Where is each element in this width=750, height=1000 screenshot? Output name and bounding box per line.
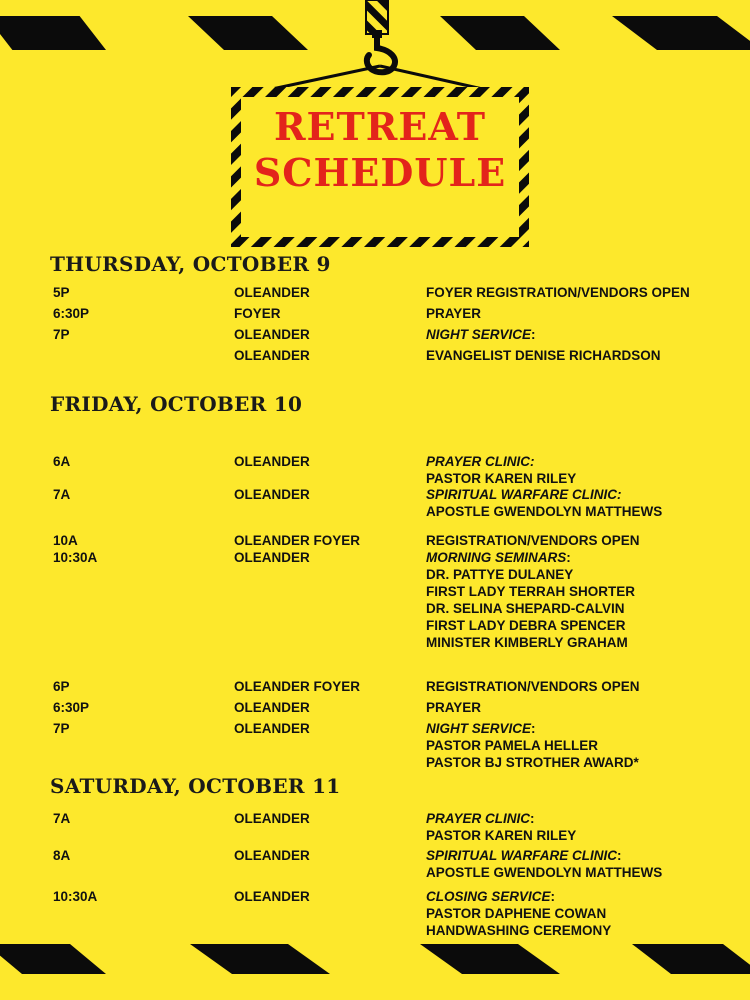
event-line: APOSTLE GWENDOLYN MATTHEWS (426, 865, 663, 880)
sign-title-line-1: RETREAT (273, 104, 487, 149)
caution-stripe-bottom-4 (632, 944, 750, 974)
schedule-event (426, 847, 746, 881)
event-line: NIGHT SERVICE: (426, 721, 536, 736)
event-line: PRAYER (426, 700, 482, 715)
event-line: PASTOR DAPHENE COWAN (426, 906, 607, 921)
schedule-time: 7A (53, 487, 71, 502)
schedule-location: OLEANDER (234, 889, 310, 904)
schedule-event (426, 888, 746, 939)
schedule-location: OLEANDER FOYER (234, 533, 361, 548)
schedule-event (426, 549, 746, 651)
caution-stripe-bottom-1 (0, 944, 106, 974)
event-line: FIRST LADY TERRAH SHORTER (426, 584, 636, 599)
schedule-event (426, 284, 746, 301)
schedule-event (426, 453, 746, 487)
schedule-time: 10:30A (53, 889, 98, 904)
event-line: PASTOR PAMELA HELLER (426, 738, 599, 753)
schedule-location: OLEANDER (234, 327, 310, 342)
event-line: REGISTRATION/VENDORS OPEN (426, 679, 640, 694)
schedule-time: 6:30P (53, 306, 90, 321)
event-line: EVANGELIST DENISE RICHARDSON (426, 348, 661, 363)
schedule-location: OLEANDER (234, 811, 310, 826)
event-line: FIRST LADY DEBRA SPENCER (426, 618, 626, 633)
event-line: APOSTLE GWENDOLYN MATTHEWS (426, 504, 663, 519)
schedule-time: 10:30A (53, 550, 98, 565)
schedule-event (426, 720, 746, 771)
schedule-event (426, 532, 746, 549)
event-line: SPIRITUAL WARFARE CLINIC: (426, 848, 622, 863)
event-line: DR. PATTYE DULANEY (426, 567, 574, 582)
event-line: PRAYER CLINIC: (426, 454, 535, 469)
schedule-location: OLEANDER FOYER (234, 679, 361, 694)
schedule-time: 5P (53, 285, 70, 300)
event-line: HANDWASHING CEREMONY (426, 923, 612, 938)
schedule-location: OLEANDER (234, 550, 310, 565)
caution-stripe-bottom-2 (190, 944, 330, 974)
day-heading: THURSDAY, OCTOBER 9 (50, 252, 331, 276)
schedule-time: 6:30P (53, 700, 90, 715)
event-line: PASTOR KAREN RILEY (426, 471, 577, 486)
schedule-location: OLEANDER (234, 285, 310, 300)
schedule-event (426, 326, 746, 343)
event-line: MORNING SEMINARS: (426, 550, 571, 565)
schedule-event (426, 305, 746, 322)
schedule-event (426, 486, 746, 520)
schedule-event (426, 699, 746, 716)
schedule-event (426, 810, 746, 844)
schedule-location: FOYER (234, 306, 281, 321)
event-line: SPIRITUAL WARFARE CLINIC: (426, 487, 622, 502)
schedule-time: 6P (53, 679, 70, 694)
event-line: REGISTRATION/VENDORS OPEN (426, 533, 640, 548)
schedule-event (426, 678, 746, 695)
event-line: PRAYER CLINIC: (426, 811, 535, 826)
schedule-time: 6A (53, 454, 71, 469)
event-line: NIGHT SERVICE: (426, 327, 536, 342)
sign-title (236, 104, 524, 196)
schedule-location: OLEANDER (234, 848, 310, 863)
schedule-time: 7A (53, 811, 71, 826)
schedule-time: 7P (53, 721, 70, 736)
day-heading: FRIDAY, OCTOBER 10 (50, 392, 303, 416)
day-heading: SATURDAY, OCTOBER 11 (50, 774, 341, 798)
schedule-time: 10A (53, 533, 78, 548)
event-line: PASTOR KAREN RILEY (426, 828, 577, 843)
schedule-location: OLEANDER (234, 721, 310, 736)
event-line: PASTOR BJ STROTHER AWARD* (426, 755, 639, 770)
event-line: DR. SELINA SHEPARD-CALVIN (426, 601, 625, 616)
schedule-location: OLEANDER (234, 487, 310, 502)
event-line: MINISTER KIMBERLY GRAHAM (426, 635, 628, 650)
sign-title-line-2: SCHEDULE (253, 150, 507, 195)
schedule-location: OLEANDER (234, 348, 310, 363)
schedule-time: 8A (53, 848, 71, 863)
caution-stripe-bottom-3 (420, 944, 560, 974)
event-line: PRAYER (426, 306, 482, 321)
schedule-location: OLEANDER (234, 700, 310, 715)
schedule-time: 7P (53, 327, 70, 342)
event-line: FOYER REGISTRATION/VENDORS OPEN (426, 285, 690, 300)
schedule-event (426, 347, 746, 364)
schedule-location: OLEANDER (234, 454, 310, 469)
event-line: CLOSING SERVICE: (426, 889, 556, 904)
